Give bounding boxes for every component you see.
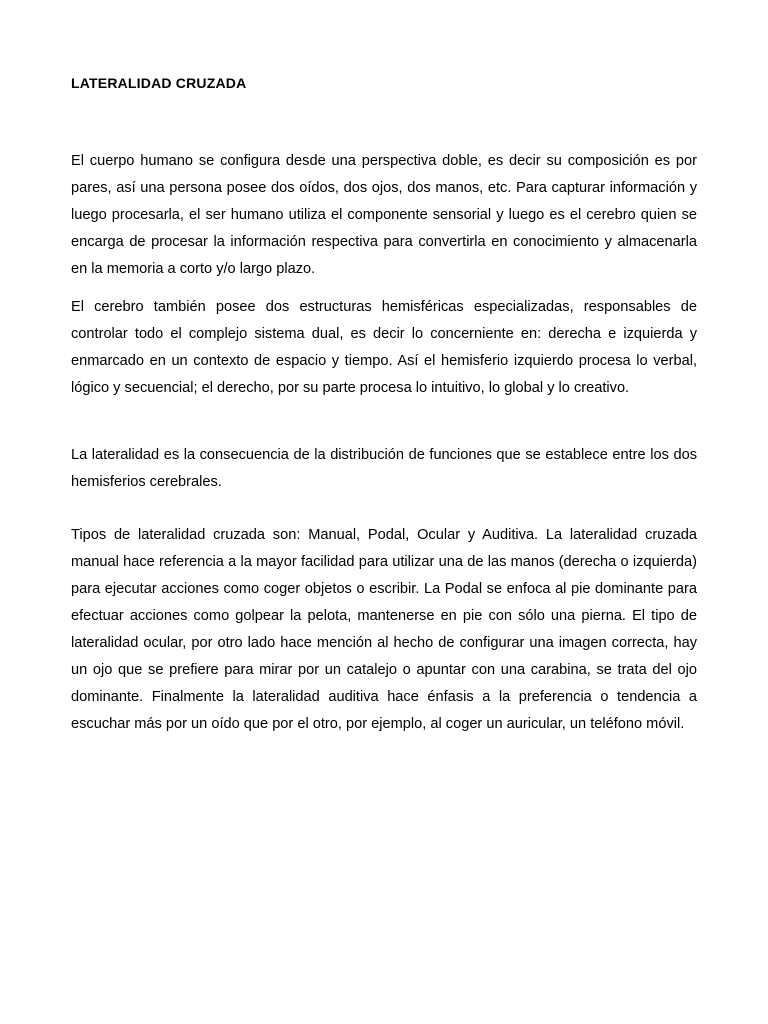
paragraph-3: La lateralidad es la consecuencia de la distribución de funciones que se establece entre los dos hemisferios cerebrales. — [71, 447, 697, 490]
paragraph-2: El cerebro también posee dos estructuras hemisféricas especializadas, responsables de controlar todo el complejo sistema dual, es decir lo concerniente en: derecha e izquierda y enmarcado en un contexto de espacio y tiempo. Así el hemisferio izquierdo procesa lo verbal, lógico y secuencial; el derecho, por su parte procesa lo intuitivo, lo global y lo creativo. — [71, 299, 697, 396]
paragraph-1: El cuerpo humano se configura desde una perspectiva doble, es decir su composición es por pares, así una persona posee dos oídos, dos ojos, dos manos, etc. Para capturar información y luego procesarla, el ser humano utiliza el componente sensorial y luego es el cerebro quien se encarga de procesar la información respectiva para convertirla en conocimiento y almacenarla en la memoria a corto y/o largo plazo. — [71, 153, 697, 277]
paragraph-4: Tipos de lateralidad cruzada son: Manual, Podal, Ocular y Auditiva. La lateralidad cruzada manual hace referencia a la mayor facilidad para utilizar una de las manos (derecha o izquierda) para ejecutar acciones como coger objetos o escribir. La Podal se enfoca al pie dominante para efectuar acciones como golpear la pelota, mantenerse en pie con sólo una pierna. El tipo de lateralidad ocular, por otro lado hace mención al hecho de configurar una imagen correcta, hay un ojo que se prefiere para mirar por un catalejo o apuntar con una carabina, se trata del ojo dominante. Finalmente la lateralidad auditiva hace énfasis a la preferencia o tendencia a escuchar más por un oído que por el otro, por ejemplo, al coger un auricular, un teléfono móvil. — [71, 527, 697, 732]
document-title: LATERALIDAD CRUZADA — [71, 75, 247, 91]
